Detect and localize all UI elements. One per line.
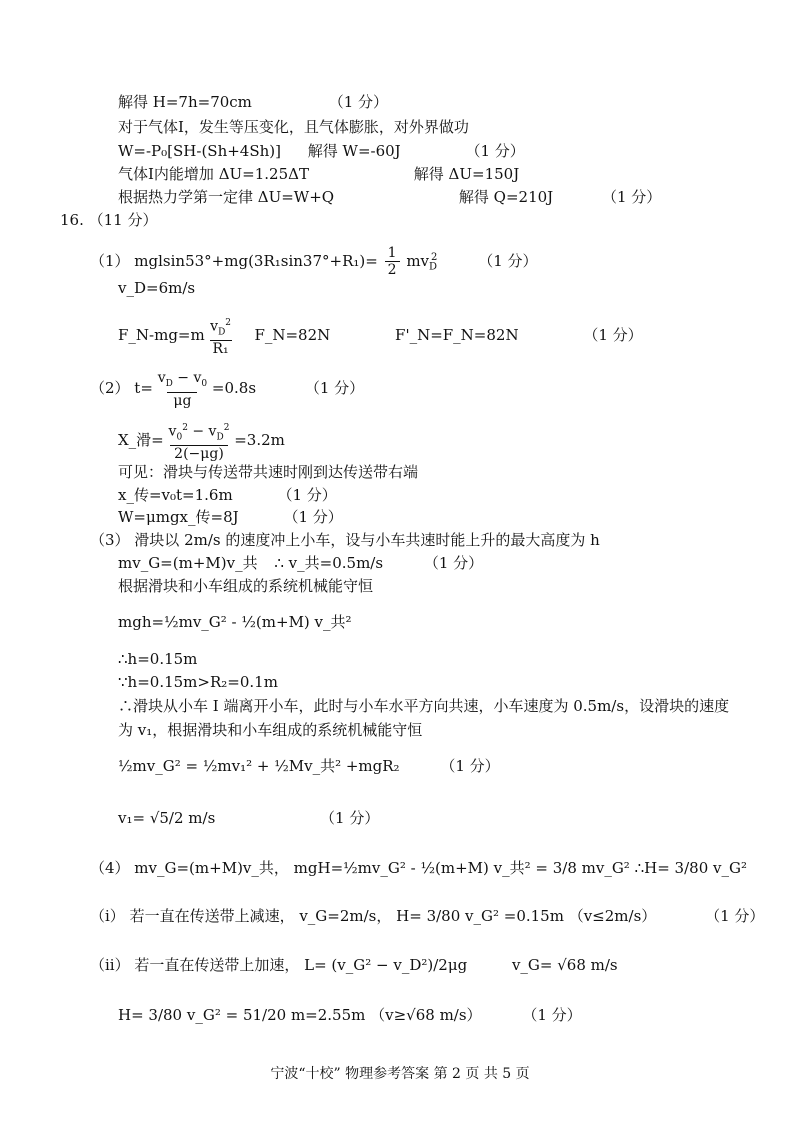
answer-line: （ii） 若一直在传送带上加速， L= (v_G² − v_D²)/2μg v_G= √68 m/s bbox=[90, 956, 618, 974]
answer-line: v_D=6m/s bbox=[118, 279, 196, 297]
fraction: 1 2 bbox=[385, 245, 400, 278]
answer-line: 气体I内能增加 ΔU=1.25ΔT 解得 ΔU=150J bbox=[118, 165, 520, 183]
fraction: $v_D^2$ R₁ bbox=[210, 318, 232, 358]
answer-line: 可见：滑块与传送带共速时刚到达传送带右端 bbox=[118, 463, 419, 481]
fraction: $v_0^2 - v_D^2$ 2(−μg) bbox=[168, 423, 230, 463]
answer-line: mv_G=(m+M)v_共 ∴ v_共=0.5m/s （1 分） bbox=[118, 554, 484, 572]
answer-line: 根据滑块和小车组成的系统机械能守恒 bbox=[118, 577, 374, 595]
answer-line: 对于气体I，发生等压变化，且气体膨胀，对外界做功 bbox=[118, 118, 469, 136]
answer-line: ½mv_G² = ½mv₁² + ½Mv_共² +mgR₂ （1 分） bbox=[118, 757, 500, 775]
answer-line: X_滑= $v_0^2 - v_D^2$ 2(−μg) =3.2m bbox=[118, 420, 285, 462]
answer-line: （2） $t= v_D - v_0$ μg =0.8s （1 分） bbox=[90, 370, 365, 409]
fraction: $v_D - v_0$ μg bbox=[157, 370, 208, 409]
answer-line: ∵h=0.15m>R₂=0.1m bbox=[118, 673, 278, 691]
answer-line: 根据热力学第一定律 ΔU=W+Q 解得 Q=210J （1 分） bbox=[118, 188, 662, 206]
answer-line: （3） 滑块以 2m/s 的速度冲上小车，设与小车共速时能上升的最大高度为 h bbox=[90, 531, 600, 549]
page-footer: 宁波“十校” 物理参考答案 第 2 页 共 5 页 bbox=[270, 1066, 530, 1082]
answer-line: F_N-mg=m $v_D^2$ R₁ F_N=82N F'_N=F_N=82N （1 分） bbox=[118, 315, 643, 357]
answer-line: H= 3/80 v_G² = 51/20 m=2.55m （v≥√68 m/s） （1 分） bbox=[118, 1006, 582, 1024]
answer-line: 解得 H=7h=70cm （1 分） bbox=[118, 93, 388, 111]
answer-line: W=-P₀[SH-(Sh+4Sh)] 解得 W=-60J （1 分） bbox=[118, 142, 525, 160]
answer-line: ∴h=0.15m bbox=[118, 650, 198, 668]
answer-line: 为 v₁，根据滑块和小车组成的系统机械能守恒 bbox=[118, 721, 423, 739]
answer-line: v₁= √5/2 m/s （1 分） bbox=[118, 809, 380, 827]
answer-line: ∴滑块从小车 I 端离开小车，此时与小车水平方向共速，小车速度为 0.5m/s，设滑块的速度 bbox=[118, 697, 730, 715]
answer-line: （i） 若一直在传送带上减速， v_G=2m/s， H= 3/80 v_G² =0.15m （v≤2m/s） （1 分） bbox=[90, 907, 765, 925]
answer-line: （4） mv_G=(m+M)v_共， mgH=½mv_G² - ½(m+M) v_共² = 3/8 mv_G² ∴H= 3/80 v_G² bbox=[90, 859, 747, 877]
question-heading: 16. （11 分） bbox=[60, 211, 158, 229]
answer-line: mgh=½mv_G² - ½(m+M) v_共² bbox=[118, 613, 352, 631]
answer-line: （1） mglsin53°+mg(3R₁sin37°+R₁)= 1 2 $mv_D^2$ （1 分） bbox=[90, 245, 538, 278]
answer-line: x_传=v₀t=1.6m （1 分） bbox=[118, 486, 337, 504]
answer-line: W=μmgx_传=8J （1 分） bbox=[118, 508, 343, 526]
